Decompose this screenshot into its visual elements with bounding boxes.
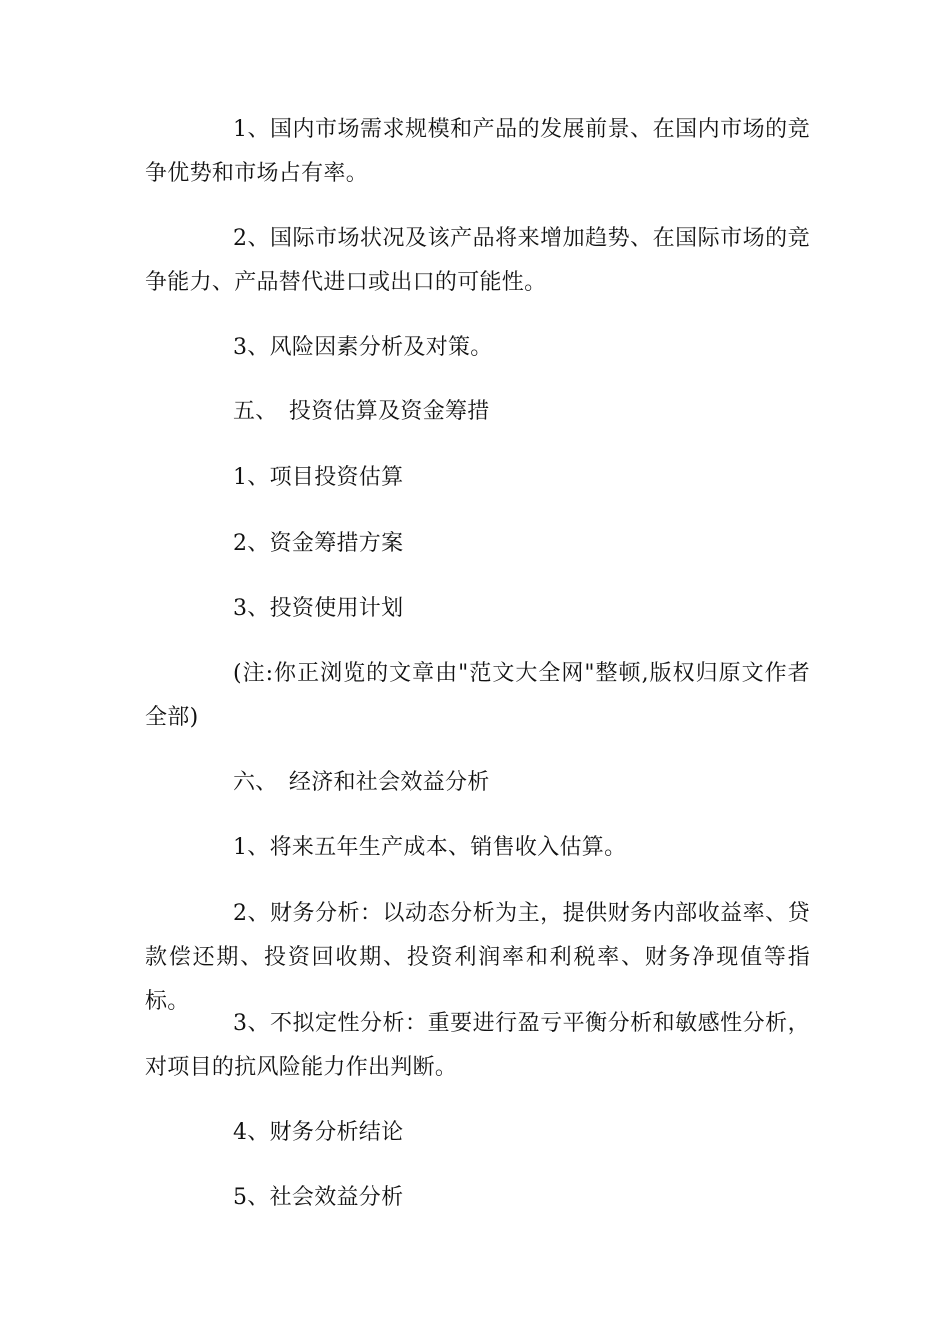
paragraph-domestic-market: 1、国内市场需求规模和产品的发展前景、在国内市场的竞争优势和市场占有率。: [145, 117, 810, 186]
paragraph-financial-conclusion: 4、财务分析结论: [233, 1120, 404, 1145]
section-heading-investment: 五、 投资估算及资金筹措: [233, 399, 490, 424]
paragraph-cost-estimate: 1、将来五年生产成本、销售收入估算。: [233, 835, 627, 860]
paragraph-international-market: 2、国际市场状况及该产品将来增加趋势、在国际市场的竞争能力、产品替代进口或出口的可能性。: [145, 226, 810, 295]
paragraph-investment-estimate: 1、项目投资估算: [233, 465, 404, 490]
paragraph-risk-analysis: 3、风险因素分析及对策。: [233, 335, 493, 360]
paragraph-usage-plan: 3、投资使用计划: [233, 596, 404, 621]
paragraph-financial-analysis: 2、财务分析：以动态分析为主，提供财务内部收益率、贷款偿还期、投资回收期、投资利润率和利税率、财务净现值等指标。: [145, 901, 810, 1014]
paragraph-social-benefit: 5、社会效益分析: [233, 1185, 404, 1210]
paragraph-funding-plan: 2、资金筹措方案: [233, 531, 404, 556]
section-heading-economic: 六、 经济和社会效益分析: [233, 770, 490, 795]
paragraph-note: (注:你正浏览的文章由"范文大全网"整顿,版权归原文作者全部): [145, 661, 810, 730]
paragraph-uncertainty-analysis: 3、不拟定性分析：重要进行盈亏平衡分析和敏感性分析，对项目的抗风险能力作出判断。: [145, 1011, 810, 1080]
